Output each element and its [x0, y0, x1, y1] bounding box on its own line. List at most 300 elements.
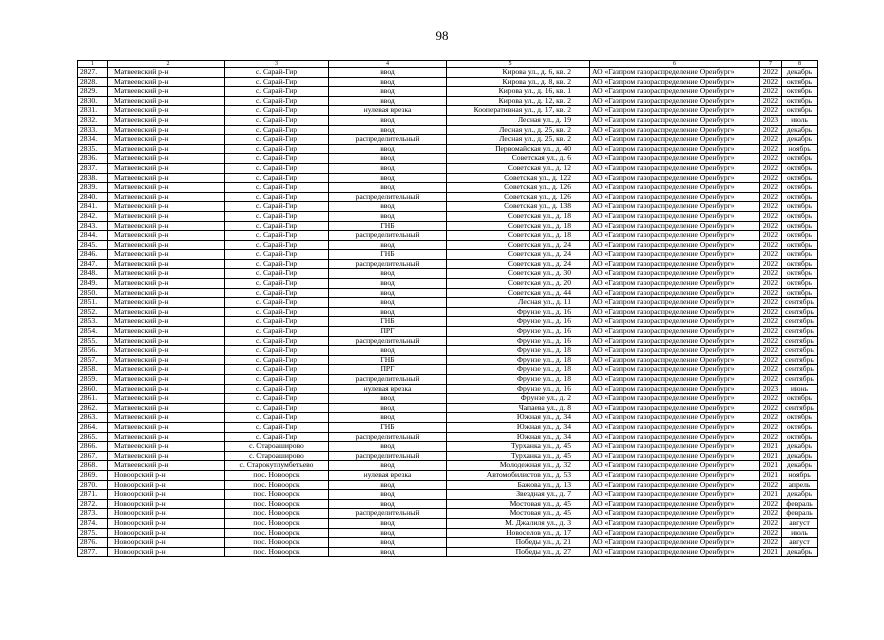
column-number: 2: [108, 61, 225, 68]
work-type-cell: ввод: [329, 298, 447, 308]
settlement-cell: с. Сарай-Гир: [225, 403, 329, 413]
district-cell: Матвеевский р-н: [108, 317, 225, 327]
column-number-row: [78, 61, 818, 68]
settlement-cell: с. Сарай-Гир: [225, 106, 329, 116]
month-cell: октябрь: [782, 77, 818, 87]
year-cell: 2021: [760, 470, 782, 480]
work-type-cell: ввод: [329, 403, 447, 413]
organization-cell: АО «Газпром газораспределение Оренбург»: [590, 365, 760, 375]
row-number-cell: 2865.: [78, 432, 108, 442]
organization-cell: АО «Газпром газораспределение Оренбург»: [590, 499, 760, 509]
year-cell: 2022: [760, 154, 782, 164]
row-number-cell: 2848.: [78, 269, 108, 279]
address-cell: Фрунзе ул., д. 16: [447, 327, 590, 337]
row-number-cell: 2858.: [78, 365, 108, 375]
organization-cell: АО «Газпром газораспределение Оренбург»: [590, 173, 760, 183]
address-cell: Турханка ул., д. 45: [447, 442, 590, 452]
address-cell: Фрунзе ул., д. 18: [447, 375, 590, 385]
address-cell: Советская ул., д. 122: [447, 173, 590, 183]
year-cell: 2022: [760, 394, 782, 404]
settlement-cell: с. Сарай-Гир: [225, 346, 329, 356]
year-cell: 2022: [760, 403, 782, 413]
district-cell: Новоорский р-н: [108, 470, 225, 480]
row-number-cell: 2875.: [78, 528, 108, 538]
address-cell: Фрунзе ул., д. 16: [447, 307, 590, 317]
settlement-cell: пос. Новоорск: [225, 528, 329, 538]
row-number-cell: 2851.: [78, 298, 108, 308]
month-cell: декабрь: [782, 442, 818, 452]
address-cell: Чапаева ул., д. 8: [447, 403, 590, 413]
address-cell: Фрунзе ул., д. 16: [447, 384, 590, 394]
work-type-cell: ввод: [329, 547, 447, 557]
table-row: [78, 499, 818, 509]
address-cell: Советская ул., д. 126: [447, 192, 590, 202]
month-cell: октябрь: [782, 173, 818, 183]
settlement-cell: с. Сарай-Гир: [225, 192, 329, 202]
organization-cell: АО «Газпром газораспределение Оренбург»: [590, 528, 760, 538]
month-cell: декабрь: [782, 451, 818, 461]
work-type-cell: распределительный: [329, 336, 447, 346]
organization-cell: АО «Газпром газораспределение Оренбург»: [590, 451, 760, 461]
settlement-cell: с. Сарай-Гир: [225, 279, 329, 289]
row-number-cell: 2850.: [78, 288, 108, 298]
month-cell: декабрь: [782, 135, 818, 145]
table-row: [78, 470, 818, 480]
settlement-cell: с. Сарай-Гир: [225, 422, 329, 432]
settlement-cell: с. Сарай-Гир: [225, 250, 329, 260]
row-number-cell: 2856.: [78, 346, 108, 356]
settlement-cell: с. Сарай-Гир: [225, 221, 329, 231]
month-cell: октябрь: [782, 183, 818, 193]
column-number: 6: [590, 61, 760, 68]
table-row: [78, 317, 818, 327]
row-number-cell: 2853.: [78, 317, 108, 327]
row-number-cell: 2862.: [78, 403, 108, 413]
year-cell: 2022: [760, 125, 782, 135]
month-cell: февраль: [782, 499, 818, 509]
row-number-cell: 2859.: [78, 375, 108, 385]
settlement-cell: с. Сарай-Гир: [225, 144, 329, 154]
table-row: [78, 480, 818, 490]
year-cell: 2022: [760, 250, 782, 260]
year-cell: 2022: [760, 192, 782, 202]
table-row: [78, 259, 818, 269]
work-type-cell: ГНБ: [329, 317, 447, 327]
settlement-cell: с. Сарай-Гир: [225, 211, 329, 221]
month-cell: июль: [782, 115, 818, 125]
month-cell: октябрь: [782, 422, 818, 432]
address-cell: Бажова ул., д. 13: [447, 480, 590, 490]
organization-cell: АО «Газпром газораспределение Оренбург»: [590, 375, 760, 385]
table-row: [78, 394, 818, 404]
row-number-cell: 2835.: [78, 144, 108, 154]
district-cell: Новоорский р-н: [108, 528, 225, 538]
work-type-cell: ПРГ: [329, 365, 447, 375]
row-number-cell: 2855.: [78, 336, 108, 346]
district-cell: Матвеевский р-н: [108, 269, 225, 279]
row-number-cell: 2827.: [78, 68, 108, 78]
address-cell: Советская ул., д. 6: [447, 154, 590, 164]
row-number-cell: 2847.: [78, 259, 108, 269]
row-number-cell: 2868.: [78, 461, 108, 471]
settlement-cell: с. Сарай-Гир: [225, 336, 329, 346]
organization-cell: АО «Газпром газораспределение Оренбург»: [590, 317, 760, 327]
month-cell: декабрь: [782, 547, 818, 557]
row-number-cell: 2863.: [78, 413, 108, 423]
page-number: 98: [435, 28, 449, 43]
settlement-cell: с. Сарай-Гир: [225, 173, 329, 183]
row-number-cell: 2860.: [78, 384, 108, 394]
row-number-cell: 2869.: [78, 470, 108, 480]
settlement-cell: с. Сарай-Гир: [225, 68, 329, 78]
district-cell: Новоорский р-н: [108, 490, 225, 500]
settlement-cell: пос. Новоорск: [225, 499, 329, 509]
work-type-cell: ГНБ: [329, 422, 447, 432]
month-cell: октябрь: [782, 240, 818, 250]
month-cell: октябрь: [782, 163, 818, 173]
address-cell: Фрунзе ул., д. 16: [447, 317, 590, 327]
column-number: 3: [225, 61, 329, 68]
month-cell: декабрь: [782, 490, 818, 500]
district-cell: Матвеевский р-н: [108, 403, 225, 413]
district-cell: Матвеевский р-н: [108, 154, 225, 164]
row-number-cell: 2866.: [78, 442, 108, 452]
table-row: [78, 135, 818, 145]
row-number-cell: 2830.: [78, 96, 108, 106]
year-cell: 2022: [760, 211, 782, 221]
organization-cell: АО «Газпром газораспределение Оренбург»: [590, 192, 760, 202]
month-cell: сентябрь: [782, 375, 818, 385]
year-cell: 2022: [760, 365, 782, 375]
work-type-cell: распределительный: [329, 192, 447, 202]
address-cell: Советская ул., д. 18: [447, 221, 590, 231]
address-cell: Лесная ул., д. 25, кв. 2: [447, 135, 590, 145]
work-type-cell: ввод: [329, 307, 447, 317]
year-cell: 2022: [760, 317, 782, 327]
address-cell: Молодежная ул., д. 32: [447, 461, 590, 471]
work-type-cell: ввод: [329, 442, 447, 452]
row-number-cell: 2834.: [78, 135, 108, 145]
month-cell: октябрь: [782, 202, 818, 212]
address-cell: Лесная ул., д. 11: [447, 298, 590, 308]
district-cell: Новоорский р-н: [108, 538, 225, 548]
address-cell: Победы ул., д. 21: [447, 538, 590, 548]
table-row: [78, 307, 818, 317]
work-type-cell: распределительный: [329, 509, 447, 519]
row-number-cell: 2852.: [78, 307, 108, 317]
work-type-cell: ввод: [329, 154, 447, 164]
month-cell: октябрь: [782, 87, 818, 97]
work-type-cell: ввод: [329, 480, 447, 490]
month-cell: октябрь: [782, 413, 818, 423]
row-number-cell: 2854.: [78, 327, 108, 337]
table-row: [78, 183, 818, 193]
table-row: [78, 422, 818, 432]
organization-cell: АО «Газпром газораспределение Оренбург»: [590, 231, 760, 241]
table-row: [78, 250, 818, 260]
settlement-cell: с. Сарай-Гир: [225, 259, 329, 269]
year-cell: 2022: [760, 221, 782, 231]
organization-cell: АО «Газпром газораспределение Оренбург»: [590, 125, 760, 135]
work-type-cell: ввод: [329, 538, 447, 548]
year-cell: 2022: [760, 355, 782, 365]
row-number-cell: 2864.: [78, 422, 108, 432]
work-type-cell: ввод: [329, 183, 447, 193]
work-type-cell: ввод: [329, 490, 447, 500]
address-cell: Автомобилистов ул., д. 53: [447, 470, 590, 480]
district-cell: Матвеевский р-н: [108, 221, 225, 231]
settlement-cell: с. Сарай-Гир: [225, 125, 329, 135]
row-number-cell: 2832.: [78, 115, 108, 125]
organization-cell: АО «Газпром газораспределение Оренбург»: [590, 327, 760, 337]
year-cell: 2022: [760, 432, 782, 442]
district-cell: Матвеевский р-н: [108, 461, 225, 471]
settlement-cell: с. Сарай-Гир: [225, 384, 329, 394]
month-cell: октябрь: [782, 192, 818, 202]
district-cell: Матвеевский р-н: [108, 384, 225, 394]
month-cell: декабрь: [782, 461, 818, 471]
month-cell: октябрь: [782, 221, 818, 231]
month-cell: сентябрь: [782, 403, 818, 413]
work-type-cell: ввод: [329, 144, 447, 154]
organization-cell: АО «Газпром газораспределение Оренбург»: [590, 432, 760, 442]
table-row: [78, 490, 818, 500]
organization-cell: АО «Газпром газораспределение Оренбург»: [590, 355, 760, 365]
organization-cell: АО «Газпром газораспределение Оренбург»: [590, 518, 760, 528]
district-cell: Матвеевский р-н: [108, 375, 225, 385]
year-cell: 2022: [760, 183, 782, 193]
address-cell: Советская ул., д. 44: [447, 288, 590, 298]
settlement-cell: с. Сарай-Гир: [225, 375, 329, 385]
year-cell: 2022: [760, 144, 782, 154]
organization-cell: АО «Газпром газораспределение Оренбург»: [590, 336, 760, 346]
table-row: [78, 365, 818, 375]
month-cell: сентябрь: [782, 327, 818, 337]
table-row: [78, 202, 818, 212]
month-cell: сентябрь: [782, 307, 818, 317]
table-row: [78, 327, 818, 337]
work-type-cell: ввод: [329, 77, 447, 87]
district-cell: Матвеевский р-н: [108, 96, 225, 106]
table-row: [78, 288, 818, 298]
work-type-cell: ГНБ: [329, 250, 447, 260]
month-cell: октябрь: [782, 279, 818, 289]
organization-cell: АО «Газпром газораспределение Оренбург»: [590, 221, 760, 231]
year-cell: 2023: [760, 115, 782, 125]
district-cell: Матвеевский р-н: [108, 355, 225, 365]
month-cell: октябрь: [782, 106, 818, 116]
work-type-cell: ввод: [329, 499, 447, 509]
table-row: [78, 192, 818, 202]
row-number-cell: 2845.: [78, 240, 108, 250]
address-cell: Новоселов ул., д. 17: [447, 528, 590, 538]
address-cell: Фрунзе ул., д. 18: [447, 355, 590, 365]
work-type-cell: распределительный: [329, 231, 447, 241]
table-row: [78, 547, 818, 557]
year-cell: 2022: [760, 336, 782, 346]
organization-cell: АО «Газпром газораспределение Оренбург»: [590, 538, 760, 548]
year-cell: 2022: [760, 307, 782, 317]
month-cell: август: [782, 518, 818, 528]
address-cell: Южная ул., д. 34: [447, 422, 590, 432]
row-number-cell: 2870.: [78, 480, 108, 490]
district-cell: Матвеевский р-н: [108, 442, 225, 452]
address-cell: Советская ул., д. 24: [447, 259, 590, 269]
work-type-cell: ввод: [329, 240, 447, 250]
year-cell: 2022: [760, 87, 782, 97]
table-row: [78, 279, 818, 289]
organization-cell: АО «Газпром газораспределение Оренбург»: [590, 490, 760, 500]
month-cell: сентябрь: [782, 317, 818, 327]
district-cell: Матвеевский р-н: [108, 422, 225, 432]
month-cell: июль: [782, 528, 818, 538]
work-type-cell: ввод: [329, 125, 447, 135]
district-cell: Матвеевский р-н: [108, 77, 225, 87]
month-cell: август: [782, 538, 818, 548]
address-cell: Фрунзе ул., д. 18: [447, 365, 590, 375]
table-row: [78, 442, 818, 452]
settlement-cell: с. Сарай-Гир: [225, 317, 329, 327]
organization-cell: АО «Газпром газораспределение Оренбург»: [590, 202, 760, 212]
settlement-cell: пос. Новоорск: [225, 490, 329, 500]
row-number-cell: 2876.: [78, 538, 108, 548]
address-cell: Советская ул., д. 18: [447, 211, 590, 221]
row-number-cell: 2841.: [78, 202, 108, 212]
work-type-cell: ГНБ: [329, 355, 447, 365]
month-cell: ноябрь: [782, 144, 818, 154]
work-type-cell: ввод: [329, 163, 447, 173]
organization-cell: АО «Газпром газораспределение Оренбург»: [590, 183, 760, 193]
address-cell: Советская ул., д. 20: [447, 279, 590, 289]
settlement-cell: с. Сарай-Гир: [225, 202, 329, 212]
settlement-cell: с. Сарай-Гир: [225, 87, 329, 97]
settlement-cell: с. Сарай-Гир: [225, 231, 329, 241]
year-cell: 2022: [760, 106, 782, 116]
row-number-cell: 2857.: [78, 355, 108, 365]
work-type-cell: нулевая врезка: [329, 106, 447, 116]
organization-cell: АО «Газпром газораспределение Оренбург»: [590, 480, 760, 490]
settlement-cell: с. Сарай-Гир: [225, 365, 329, 375]
column-number: 7: [760, 61, 782, 68]
settlement-cell: с. Сарай-Гир: [225, 394, 329, 404]
table-row: [78, 298, 818, 308]
table-row: [78, 461, 818, 471]
table-row: [78, 346, 818, 356]
address-cell: Южная ул., д. 34: [447, 413, 590, 423]
year-cell: 2022: [760, 413, 782, 423]
row-number-cell: 2846.: [78, 250, 108, 260]
district-cell: Матвеевский р-н: [108, 115, 225, 125]
month-cell: сентябрь: [782, 355, 818, 365]
table-row: [78, 87, 818, 97]
district-cell: Матвеевский р-н: [108, 87, 225, 97]
address-cell: Кирова ул., д. 8, кв. 2: [447, 77, 590, 87]
year-cell: 2022: [760, 346, 782, 356]
table-row: [78, 413, 818, 423]
address-cell: Турханка ул., д. 45: [447, 451, 590, 461]
address-cell: М. Джалиля ул., д. 3: [447, 518, 590, 528]
row-number-cell: 2838.: [78, 173, 108, 183]
settlement-cell: с. Сарай-Гир: [225, 307, 329, 317]
table-row: [78, 96, 818, 106]
address-cell: Кирова ул., д. 16, кв. 1: [447, 87, 590, 97]
row-number-cell: 2861.: [78, 394, 108, 404]
district-cell: Новоорский р-н: [108, 499, 225, 509]
address-cell: Советская ул., д. 18: [447, 231, 590, 241]
row-number-cell: 2873.: [78, 509, 108, 519]
month-cell: декабрь: [782, 125, 818, 135]
table-row: [78, 269, 818, 279]
month-cell: сентябрь: [782, 346, 818, 356]
district-cell: Матвеевский р-н: [108, 240, 225, 250]
organization-cell: АО «Газпром газораспределение Оренбург»: [590, 442, 760, 452]
organization-cell: АО «Газпром газораспределение Оренбург»: [590, 346, 760, 356]
organization-cell: АО «Газпром газораспределение Оренбург»: [590, 96, 760, 106]
settlement-cell: с. Сарай-Гир: [225, 298, 329, 308]
work-type-cell: нулевая врезка: [329, 384, 447, 394]
district-cell: Матвеевский р-н: [108, 259, 225, 269]
settlement-cell: пос. Новоорск: [225, 480, 329, 490]
year-cell: 2022: [760, 422, 782, 432]
table-row: [78, 538, 818, 548]
row-number-cell: 2839.: [78, 183, 108, 193]
address-cell: Фрунзе ул., д. 18: [447, 346, 590, 356]
row-number-cell: 2843.: [78, 221, 108, 231]
district-cell: Новоорский р-н: [108, 509, 225, 519]
row-number-cell: 2840.: [78, 192, 108, 202]
settlement-cell: с. Сарай-Гир: [225, 115, 329, 125]
organization-cell: АО «Газпром газораспределение Оренбург»: [590, 269, 760, 279]
district-cell: Матвеевский р-н: [108, 163, 225, 173]
year-cell: 2022: [760, 231, 782, 241]
month-cell: февраль: [782, 509, 818, 519]
organization-cell: АО «Газпром газораспределение Оренбург»: [590, 87, 760, 97]
organization-cell: АО «Газпром газораспределение Оренбург»: [590, 240, 760, 250]
row-number-cell: 2872.: [78, 499, 108, 509]
month-cell: октябрь: [782, 432, 818, 442]
organization-cell: АО «Газпром газораспределение Оренбург»: [590, 106, 760, 116]
column-number: 1: [78, 61, 108, 68]
table-row: [78, 211, 818, 221]
row-number-cell: 2871.: [78, 490, 108, 500]
month-cell: апрель: [782, 480, 818, 490]
table-row: [78, 403, 818, 413]
row-number-cell: 2828.: [78, 77, 108, 87]
table-row: [78, 144, 818, 154]
organization-cell: АО «Газпром газораспределение Оренбург»: [590, 509, 760, 519]
address-cell: Мостовая ул., д. 45: [447, 499, 590, 509]
district-cell: Матвеевский р-н: [108, 365, 225, 375]
work-type-cell: ввод: [329, 346, 447, 356]
district-cell: Матвеевский р-н: [108, 346, 225, 356]
month-cell: октябрь: [782, 250, 818, 260]
district-cell: Матвеевский р-н: [108, 135, 225, 145]
row-number-cell: 2837.: [78, 163, 108, 173]
work-type-cell: ввод: [329, 202, 447, 212]
year-cell: 2022: [760, 298, 782, 308]
work-type-cell: ввод: [329, 173, 447, 183]
work-type-cell: ввод: [329, 269, 447, 279]
district-cell: Матвеевский р-н: [108, 192, 225, 202]
organization-cell: АО «Газпром газораспределение Оренбург»: [590, 154, 760, 164]
address-cell: Первомайская ул., д. 40: [447, 144, 590, 154]
settlement-cell: с. Сарай-Гир: [225, 413, 329, 423]
work-type-cell: ввод: [329, 528, 447, 538]
work-type-cell: ввод: [329, 115, 447, 125]
organization-cell: АО «Газпром газораспределение Оренбург»: [590, 211, 760, 221]
table-row: [78, 163, 818, 173]
table-row: [78, 154, 818, 164]
